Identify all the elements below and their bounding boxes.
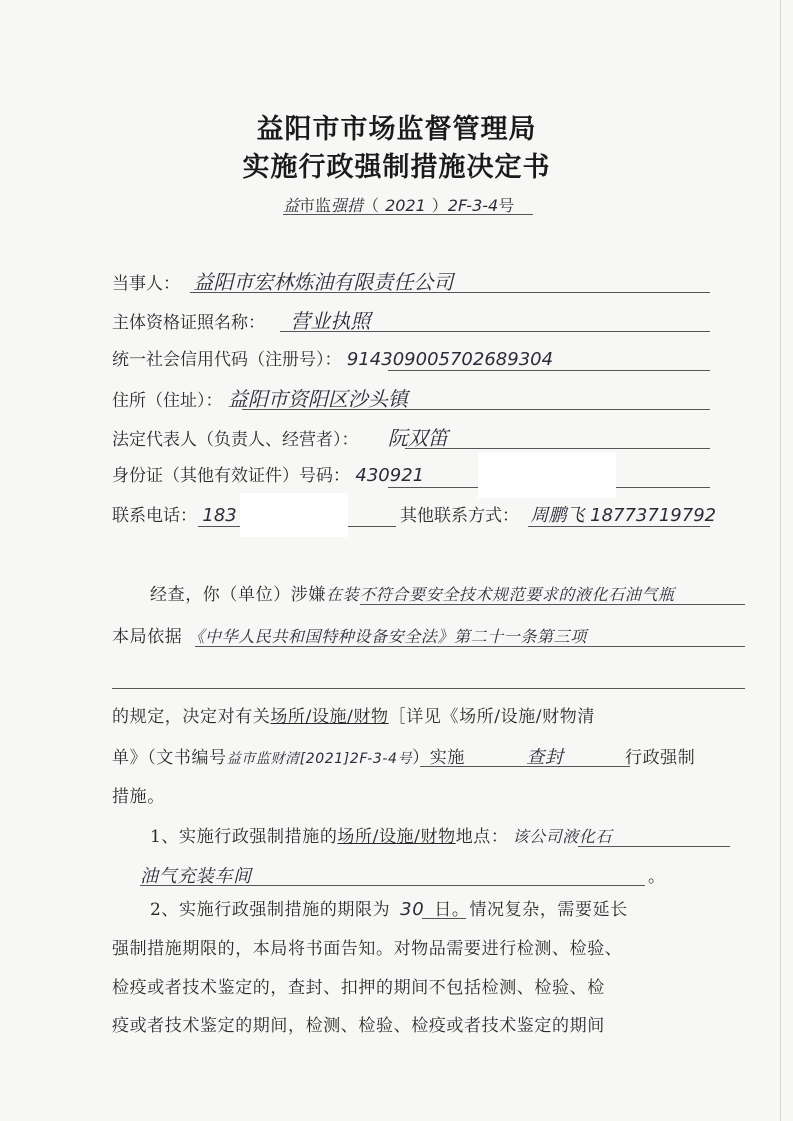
basis-value: 《中华人民共和国特种设备安全法》第二十一条第三项 (188, 627, 587, 646)
provision-underlined: 场所/设施/财物 (270, 707, 389, 727)
provision-line (112, 702, 595, 727)
location-text-b: 地点： (455, 827, 509, 847)
phone-value: 183 (202, 505, 237, 526)
basis-underline (195, 646, 745, 647)
list-ref-text-a: 单》（文书编号 (112, 748, 227, 768)
measure-underline (420, 766, 630, 767)
party-label: 当事人： (112, 274, 180, 294)
id-label: 身份证（其他有效证件）号码： (112, 466, 350, 486)
basis-label: 本局依据 (112, 627, 183, 647)
body-line-11: 疫或者技术鉴定的期间，检测、检验、检疫或者技术鉴定的期间 (112, 1016, 605, 1036)
rep-row (112, 422, 448, 451)
list-ref-text-b: ）实施 (412, 748, 465, 768)
phone-label: 联系电话： (112, 506, 197, 526)
id-value: 430921 (355, 465, 425, 486)
finding-label: 经查，你（单位）涉嫌 (150, 585, 326, 605)
redaction-box (478, 452, 616, 498)
duration-value: 30 (400, 899, 425, 920)
location-value: 该公司液化石 (512, 827, 613, 846)
duration-text-b: 日。情况复杂，需要延长 (434, 900, 628, 920)
credit-label: 统一社会信用代码（注册号）： (112, 350, 342, 370)
location-line (150, 822, 612, 847)
doc-number-prefix: 益 (283, 196, 300, 215)
doc-number-middle: 市监 (299, 196, 332, 215)
phone-row (112, 501, 237, 526)
rep-label: 法定代表人（负责人、经营者）： (112, 430, 359, 450)
location-value-2: 油气充装车间 (140, 866, 252, 887)
credit-value: 91430900570268930​4 (346, 349, 554, 370)
location-underline-2 (140, 885, 645, 886)
party-row (112, 266, 453, 295)
other-contact-value: 周鹏飞 18773719792 (530, 505, 717, 526)
address-value: 益阳市资阳区沙头镇 (227, 387, 408, 411)
location-underlined: 场所/设施/财物 (337, 827, 456, 847)
page-edge (780, 0, 781, 1121)
body-line-9: 强制措施期限的，本局将书面告知。对物品需要进行检测、检验、 (112, 939, 623, 959)
document-title-agency: 益阳市市场监督管理局 (256, 114, 537, 145)
redaction-box (240, 493, 348, 537)
duration-line (150, 895, 628, 920)
blank-underline (112, 688, 745, 689)
doc-number-open-paren: （ (363, 196, 380, 215)
duration-text-a: 2、实施行政强制措施的期限为 (150, 900, 391, 920)
finding-underline (360, 604, 745, 605)
other-contact-label: 其他联系方式： (400, 506, 519, 526)
credit-underline (388, 370, 710, 371)
location-period: 。 (648, 867, 666, 887)
party-underline (190, 292, 710, 293)
finding-value: 在装不符合要安全技术规范要求的液化石油气瓶 (326, 585, 675, 604)
doc-number-suffix: 号 (498, 196, 515, 215)
rep-value: 阮双笛 (387, 426, 448, 450)
cert-label: 主体资格证照名称： (112, 313, 265, 333)
doc-number-year: 2021 (385, 196, 426, 215)
doc-number-close-paren: ） (431, 196, 448, 215)
document-number (283, 193, 514, 216)
credit-row (112, 345, 553, 370)
document-title-type: 实施行政强制措施决定书 (242, 152, 551, 183)
cert-underline (280, 331, 710, 332)
provision-text-b: ［详见《场所/设施/财物清 (388, 707, 595, 727)
id-row (112, 461, 424, 486)
address-label: 住所（住址）： (112, 391, 223, 411)
address-underline (242, 409, 710, 410)
doc-number-serial: 2F-3-4 (447, 196, 499, 215)
list-ref-number: 益市监财清[2021]2F-3-4号 (226, 751, 413, 767)
body-line-10: 检疫或者技术鉴定的，查封、扣押的期间不包括检测、检验、检 (112, 978, 605, 998)
duration-underline (422, 918, 466, 919)
cert-value: 营业执照 (290, 309, 371, 333)
measure-value: 查封 (526, 747, 564, 768)
party-value: 益阳市宏林炼油有限责任公司 (193, 270, 454, 294)
location-text-a: 1、实施行政强制措施的 (150, 827, 338, 847)
doc-number-type: 强措 (331, 196, 364, 215)
cert-row (112, 305, 370, 334)
rep-underline (405, 448, 710, 449)
measure-end-line: 措施。 (112, 787, 165, 807)
address-row (112, 383, 408, 412)
other-contact-row (400, 501, 716, 527)
provision-text-a: 的规定，决定对有关 (112, 707, 271, 727)
location-underline (578, 846, 730, 847)
basis-line (112, 622, 587, 647)
list-ref-text-c: 行政强制 (624, 748, 696, 768)
doc-number-underline (283, 214, 533, 215)
other-contact-underline (528, 526, 710, 527)
finding-line (150, 580, 675, 605)
